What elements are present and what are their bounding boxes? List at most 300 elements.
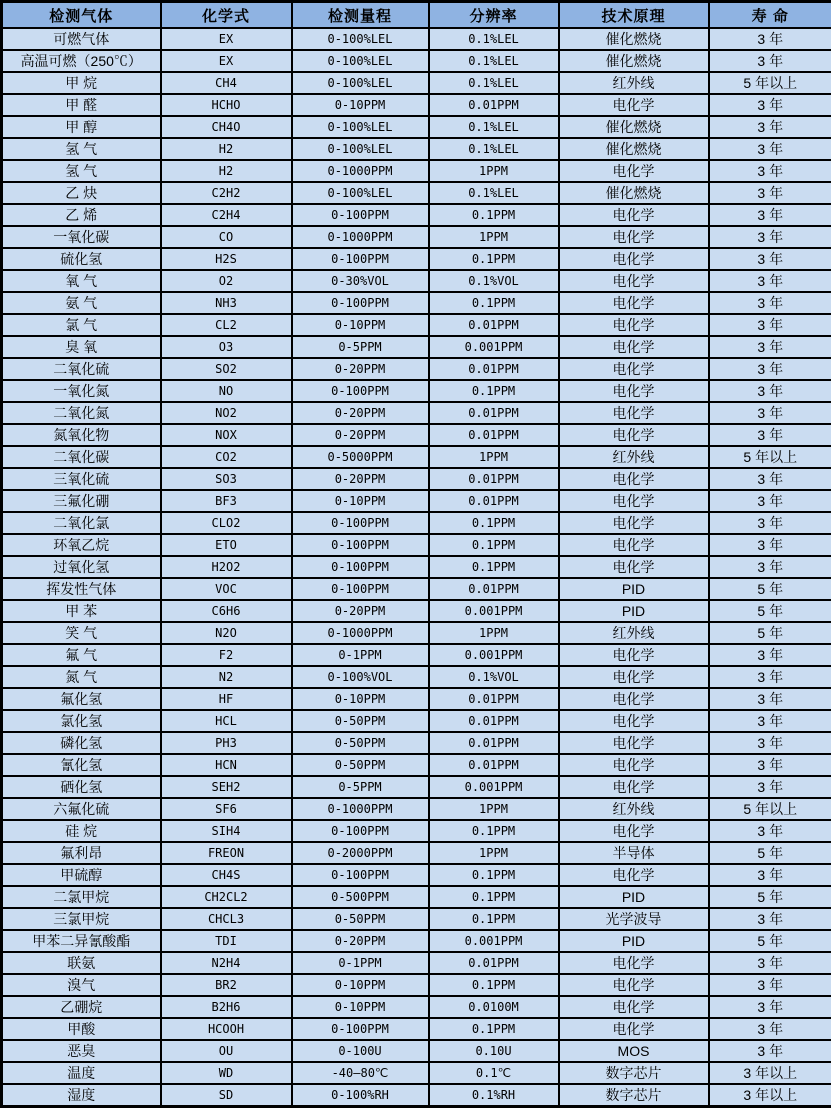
formula-cell: H2O2 (161, 556, 292, 578)
gas-name-cell: 甲硫醇 (2, 864, 161, 886)
lifespan-cell: 5 年 (709, 622, 831, 644)
resolution-cell: 0.001PPM (429, 336, 559, 358)
resolution-cell: 0.1%LEL (429, 182, 559, 204)
resolution-cell: 0.01PPM (429, 402, 559, 424)
table-row (2, 28, 831, 50)
column-header-principle: 技术原理 (559, 2, 709, 29)
gas-name-cell: 硒化氢 (2, 776, 161, 798)
table-row (2, 468, 831, 490)
range-cell: 0-5PPM (292, 776, 429, 798)
range-cell: 0-100%LEL (292, 28, 429, 50)
formula-cell: SEH2 (161, 776, 292, 798)
range-cell: 0-100%LEL (292, 72, 429, 94)
gas-name-cell: 氟利昂 (2, 842, 161, 864)
formula-cell: NH3 (161, 292, 292, 314)
gas-name-cell: 二氧化氯 (2, 512, 161, 534)
range-cell: 0-50PPM (292, 732, 429, 754)
lifespan-cell: 3 年 (709, 534, 831, 556)
formula-cell: CLO2 (161, 512, 292, 534)
lifespan-cell: 5 年 (709, 578, 831, 600)
principle-cell: PID (559, 578, 709, 600)
resolution-cell: 0.01PPM (429, 688, 559, 710)
lifespan-cell: 3 年 (709, 908, 831, 930)
formula-cell: O3 (161, 336, 292, 358)
lifespan-cell: 3 年 (709, 1040, 831, 1062)
lifespan-cell: 3 年 (709, 644, 831, 666)
resolution-cell: 0.1℃ (429, 1062, 559, 1084)
gas-name-cell: 氮 气 (2, 666, 161, 688)
range-cell: 0-100U (292, 1040, 429, 1062)
principle-cell: PID (559, 930, 709, 952)
formula-cell: PH3 (161, 732, 292, 754)
resolution-cell: 1PPM (429, 160, 559, 182)
resolution-cell: 0.1PPM (429, 1018, 559, 1040)
lifespan-cell: 3 年 (709, 820, 831, 842)
table-row (2, 380, 831, 402)
gas-name-cell: 氮氧化物 (2, 424, 161, 446)
formula-cell: SF6 (161, 798, 292, 820)
range-cell: 0-50PPM (292, 908, 429, 930)
resolution-cell: 0.01PPM (429, 314, 559, 336)
table-row (2, 1062, 831, 1084)
formula-cell: N2H4 (161, 952, 292, 974)
principle-cell: 电化学 (559, 292, 709, 314)
gas-name-cell: 一氧化氮 (2, 380, 161, 402)
principle-cell: 电化学 (559, 336, 709, 358)
lifespan-cell: 3 年 (709, 182, 831, 204)
range-cell: 0-1PPM (292, 952, 429, 974)
resolution-cell: 0.1PPM (429, 534, 559, 556)
table-row (2, 424, 831, 446)
lifespan-cell: 3 年以上 (709, 1062, 831, 1084)
resolution-cell: 0.1%RH (429, 1084, 559, 1107)
lifespan-cell: 5 年以上 (709, 446, 831, 468)
range-cell: 0-100PPM (292, 820, 429, 842)
formula-cell: CH4 (161, 72, 292, 94)
table-row (2, 336, 831, 358)
table-row (2, 226, 831, 248)
principle-cell: 电化学 (559, 468, 709, 490)
lifespan-cell: 3 年 (709, 864, 831, 886)
resolution-cell: 0.01PPM (429, 94, 559, 116)
gas-name-cell: 氯化氢 (2, 710, 161, 732)
formula-cell: N2 (161, 666, 292, 688)
table-row (2, 820, 831, 842)
range-cell: 0-1000PPM (292, 226, 429, 248)
range-cell: -40—80℃ (292, 1062, 429, 1084)
table-row (2, 1018, 831, 1040)
gas-name-cell: 硫化氢 (2, 248, 161, 270)
lifespan-cell: 3 年 (709, 292, 831, 314)
range-cell: 0-100%VOL (292, 666, 429, 688)
resolution-cell: 0.1PPM (429, 908, 559, 930)
gas-name-cell: 臭 氧 (2, 336, 161, 358)
resolution-cell: 0.1%VOL (429, 666, 559, 688)
gas-name-cell: 甲苯二异氰酸酯 (2, 930, 161, 952)
table-row (2, 732, 831, 754)
table-row (2, 138, 831, 160)
range-cell: 0-1000PPM (292, 160, 429, 182)
table-row (2, 1084, 831, 1107)
principle-cell: 电化学 (559, 226, 709, 248)
gas-name-cell: 二氧化氮 (2, 402, 161, 424)
resolution-cell: 0.01PPM (429, 732, 559, 754)
gas-name-cell: 硅 烷 (2, 820, 161, 842)
table-row (2, 996, 831, 1018)
lifespan-cell: 3 年 (709, 116, 831, 138)
gas-name-cell: 乙 炔 (2, 182, 161, 204)
table-row (2, 314, 831, 336)
range-cell: 0-100PPM (292, 556, 429, 578)
range-cell: 0-20PPM (292, 402, 429, 424)
lifespan-cell: 5 年 (709, 930, 831, 952)
gas-name-cell: 磷化氢 (2, 732, 161, 754)
lifespan-cell: 5 年以上 (709, 72, 831, 94)
formula-cell: H2S (161, 248, 292, 270)
range-cell: 0-10PPM (292, 490, 429, 512)
gas-name-cell: 三氧化硫 (2, 468, 161, 490)
gas-name-cell: 乙 烯 (2, 204, 161, 226)
range-cell: 0-5000PPM (292, 446, 429, 468)
range-cell: 0-100PPM (292, 204, 429, 226)
principle-cell: 数字芯片 (559, 1084, 709, 1107)
range-cell: 0-20PPM (292, 930, 429, 952)
gas-name-cell: 乙硼烷 (2, 996, 161, 1018)
lifespan-cell: 3 年 (709, 160, 831, 182)
resolution-cell: 0.001PPM (429, 776, 559, 798)
column-header-lifespan: 寿 命 (709, 2, 831, 29)
gas-name-cell: 三氯甲烷 (2, 908, 161, 930)
range-cell: 0-10PPM (292, 94, 429, 116)
table-row (2, 160, 831, 182)
resolution-cell: 0.001PPM (429, 644, 559, 666)
principle-cell: 数字芯片 (559, 1062, 709, 1084)
lifespan-cell: 3 年 (709, 204, 831, 226)
gas-name-cell: 氟 气 (2, 644, 161, 666)
table-row (2, 710, 831, 732)
table-row (2, 776, 831, 798)
range-cell: 0-100PPM (292, 1018, 429, 1040)
lifespan-cell: 3 年 (709, 754, 831, 776)
principle-cell: 电化学 (559, 556, 709, 578)
table-row (2, 798, 831, 820)
formula-cell: N2O (161, 622, 292, 644)
resolution-cell: 0.1%LEL (429, 50, 559, 72)
resolution-cell: 0.1%LEL (429, 116, 559, 138)
resolution-cell: 0.1PPM (429, 380, 559, 402)
range-cell: 0-20PPM (292, 424, 429, 446)
table-row (2, 358, 831, 380)
lifespan-cell: 3 年 (709, 28, 831, 50)
lifespan-cell: 3 年 (709, 710, 831, 732)
gas-name-cell: 甲酸 (2, 1018, 161, 1040)
range-cell: 0-100%LEL (292, 50, 429, 72)
gas-name-cell: 溴气 (2, 974, 161, 996)
principle-cell: 光学波导 (559, 908, 709, 930)
lifespan-cell: 3 年 (709, 358, 831, 380)
formula-cell: EX (161, 28, 292, 50)
range-cell: 0-50PPM (292, 754, 429, 776)
formula-cell: FREON (161, 842, 292, 864)
formula-cell: CH4S (161, 864, 292, 886)
table-row (2, 182, 831, 204)
gas-name-cell: 六氟化硫 (2, 798, 161, 820)
range-cell: 0-100PPM (292, 578, 429, 600)
gas-name-cell: 挥发性气体 (2, 578, 161, 600)
range-cell: 0-20PPM (292, 358, 429, 380)
range-cell: 0-20PPM (292, 468, 429, 490)
principle-cell: 催化燃烧 (559, 182, 709, 204)
range-cell: 0-5PPM (292, 336, 429, 358)
table-row (2, 116, 831, 138)
resolution-cell: 0.1PPM (429, 974, 559, 996)
principle-cell: 电化学 (559, 864, 709, 886)
lifespan-cell: 3 年 (709, 996, 831, 1018)
formula-cell: VOC (161, 578, 292, 600)
formula-cell: C2H4 (161, 204, 292, 226)
range-cell: 0-10PPM (292, 974, 429, 996)
table-row (2, 930, 831, 952)
gas-name-cell: 二氧化碳 (2, 446, 161, 468)
lifespan-cell: 3 年 (709, 402, 831, 424)
lifespan-cell: 3 年 (709, 512, 831, 534)
lifespan-cell: 3 年 (709, 468, 831, 490)
principle-cell: 催化燃烧 (559, 28, 709, 50)
range-cell: 0-100PPM (292, 248, 429, 270)
resolution-cell: 0.001PPM (429, 600, 559, 622)
principle-cell: 电化学 (559, 358, 709, 380)
lifespan-cell: 5 年以上 (709, 798, 831, 820)
resolution-cell: 0.1PPM (429, 512, 559, 534)
principle-cell: 电化学 (559, 1018, 709, 1040)
range-cell: 0-2000PPM (292, 842, 429, 864)
table-row (2, 556, 831, 578)
lifespan-cell: 3 年 (709, 50, 831, 72)
lifespan-cell: 3 年 (709, 248, 831, 270)
formula-cell: CO2 (161, 446, 292, 468)
principle-cell: 红外线 (559, 72, 709, 94)
lifespan-cell: 3 年 (709, 94, 831, 116)
resolution-cell: 0.1PPM (429, 820, 559, 842)
gas-name-cell: 甲 苯 (2, 600, 161, 622)
gas-name-cell: 氨 气 (2, 292, 161, 314)
resolution-cell: 1PPM (429, 622, 559, 644)
resolution-cell: 1PPM (429, 226, 559, 248)
gas-name-cell: 温度 (2, 1062, 161, 1084)
table-row (2, 908, 831, 930)
formula-cell: TDI (161, 930, 292, 952)
formula-cell: HF (161, 688, 292, 710)
gas-name-cell: 联氨 (2, 952, 161, 974)
table-row (2, 512, 831, 534)
principle-cell: 电化学 (559, 380, 709, 402)
lifespan-cell: 3 年 (709, 336, 831, 358)
lifespan-cell: 3 年 (709, 380, 831, 402)
lifespan-cell: 3 年以上 (709, 1084, 831, 1107)
formula-cell: CL2 (161, 314, 292, 336)
gas-name-cell: 环氧乙烷 (2, 534, 161, 556)
range-cell: 0-1000PPM (292, 798, 429, 820)
gas-name-cell: 笑 气 (2, 622, 161, 644)
range-cell: 0-50PPM (292, 710, 429, 732)
principle-cell: 电化学 (559, 732, 709, 754)
formula-cell: O2 (161, 270, 292, 292)
principle-cell: PID (559, 886, 709, 908)
resolution-cell: 1PPM (429, 798, 559, 820)
table-row (2, 754, 831, 776)
column-header-range: 检测量程 (292, 2, 429, 29)
column-header-resolution: 分辨率 (429, 2, 559, 29)
principle-cell: 红外线 (559, 622, 709, 644)
principle-cell: 电化学 (559, 710, 709, 732)
formula-cell: OU (161, 1040, 292, 1062)
lifespan-cell: 3 年 (709, 776, 831, 798)
table-row (2, 666, 831, 688)
principle-cell: 催化燃烧 (559, 116, 709, 138)
range-cell: 0-100PPM (292, 534, 429, 556)
formula-cell: NO (161, 380, 292, 402)
formula-cell: CO (161, 226, 292, 248)
lifespan-cell: 3 年 (709, 314, 831, 336)
resolution-cell: 0.1PPM (429, 204, 559, 226)
range-cell: 0-100PPM (292, 864, 429, 886)
formula-cell: SO2 (161, 358, 292, 380)
resolution-cell: 0.01PPM (429, 358, 559, 380)
table-header-row (2, 2, 831, 29)
table-row (2, 270, 831, 292)
table-row (2, 974, 831, 996)
formula-cell: HCHO (161, 94, 292, 116)
principle-cell: 电化学 (559, 534, 709, 556)
resolution-cell: 0.1PPM (429, 864, 559, 886)
lifespan-cell: 5 年 (709, 886, 831, 908)
resolution-cell: 0.1%LEL (429, 138, 559, 160)
lifespan-cell: 3 年 (709, 490, 831, 512)
formula-cell: CH4O (161, 116, 292, 138)
lifespan-cell: 3 年 (709, 138, 831, 160)
lifespan-cell: 3 年 (709, 226, 831, 248)
formula-cell: SIH4 (161, 820, 292, 842)
principle-cell: 电化学 (559, 952, 709, 974)
principle-cell: 电化学 (559, 666, 709, 688)
principle-cell: 电化学 (559, 820, 709, 842)
range-cell: 0-100%LEL (292, 182, 429, 204)
table-row (2, 94, 831, 116)
formula-cell: CH2CL2 (161, 886, 292, 908)
principle-cell: 电化学 (559, 754, 709, 776)
gas-name-cell: 甲 醇 (2, 116, 161, 138)
lifespan-cell: 3 年 (709, 556, 831, 578)
formula-cell: BR2 (161, 974, 292, 996)
column-header-formula: 化学式 (161, 2, 292, 29)
formula-cell: ETO (161, 534, 292, 556)
table-row (2, 50, 831, 72)
formula-cell: SD (161, 1084, 292, 1107)
principle-cell: 电化学 (559, 688, 709, 710)
gas-name-cell: 恶臭 (2, 1040, 161, 1062)
column-header-gas: 检测气体 (2, 2, 161, 29)
resolution-cell: 0.1PPM (429, 248, 559, 270)
resolution-cell: 0.01PPM (429, 468, 559, 490)
resolution-cell: 0.01PPM (429, 952, 559, 974)
range-cell: 0-100PPM (292, 380, 429, 402)
principle-cell: 电化学 (559, 204, 709, 226)
formula-cell: HCL (161, 710, 292, 732)
table-row (2, 578, 831, 600)
resolution-cell: 0.01PPM (429, 424, 559, 446)
resolution-cell: 1PPM (429, 446, 559, 468)
table-row (2, 534, 831, 556)
lifespan-cell: 3 年 (709, 688, 831, 710)
resolution-cell: 0.001PPM (429, 930, 559, 952)
principle-cell: 电化学 (559, 996, 709, 1018)
resolution-cell: 0.1%LEL (429, 72, 559, 94)
formula-cell: NOX (161, 424, 292, 446)
resolution-cell: 0.1PPM (429, 556, 559, 578)
formula-cell: NO2 (161, 402, 292, 424)
lifespan-cell: 3 年 (709, 974, 831, 996)
principle-cell: 半导体 (559, 842, 709, 864)
principle-cell: 红外线 (559, 798, 709, 820)
formula-cell: C6H6 (161, 600, 292, 622)
formula-cell: C2H2 (161, 182, 292, 204)
formula-cell: B2H6 (161, 996, 292, 1018)
formula-cell: SO3 (161, 468, 292, 490)
resolution-cell: 0.1%LEL (429, 28, 559, 50)
resolution-cell: 0.01PPM (429, 710, 559, 732)
range-cell: 0-10PPM (292, 688, 429, 710)
gas-name-cell: 甲 醛 (2, 94, 161, 116)
lifespan-cell: 3 年 (709, 952, 831, 974)
gas-name-cell: 二氧化硫 (2, 358, 161, 380)
principle-cell: PID (559, 600, 709, 622)
principle-cell: 电化学 (559, 94, 709, 116)
resolution-cell: 0.01PPM (429, 754, 559, 776)
formula-cell: HCN (161, 754, 292, 776)
range-cell: 0-100%RH (292, 1084, 429, 1107)
formula-cell: EX (161, 50, 292, 72)
gas-name-cell: 过氧化氢 (2, 556, 161, 578)
lifespan-cell: 3 年 (709, 270, 831, 292)
formula-cell: CHCL3 (161, 908, 292, 930)
gas-name-cell: 氢 气 (2, 160, 161, 182)
principle-cell: 红外线 (559, 446, 709, 468)
table-row (2, 842, 831, 864)
gas-name-cell: 氧 气 (2, 270, 161, 292)
range-cell: 0-30%VOL (292, 270, 429, 292)
range-cell: 0-1PPM (292, 644, 429, 666)
principle-cell: 电化学 (559, 490, 709, 512)
range-cell: 0-10PPM (292, 996, 429, 1018)
gas-name-cell: 湿度 (2, 1084, 161, 1107)
range-cell: 0-500PPM (292, 886, 429, 908)
resolution-cell: 1PPM (429, 842, 559, 864)
table-row (2, 688, 831, 710)
principle-cell: 电化学 (559, 424, 709, 446)
resolution-cell: 0.0100M (429, 996, 559, 1018)
table-row (2, 72, 831, 94)
table-row (2, 490, 831, 512)
gas-name-cell: 高温可燃（250℃） (2, 50, 161, 72)
range-cell: 0-20PPM (292, 600, 429, 622)
table-row (2, 292, 831, 314)
gas-name-cell: 氟化氢 (2, 688, 161, 710)
formula-cell: WD (161, 1062, 292, 1084)
resolution-cell: 0.10U (429, 1040, 559, 1062)
gas-name-cell: 氢 气 (2, 138, 161, 160)
principle-cell: 电化学 (559, 160, 709, 182)
principle-cell: 催化燃烧 (559, 50, 709, 72)
